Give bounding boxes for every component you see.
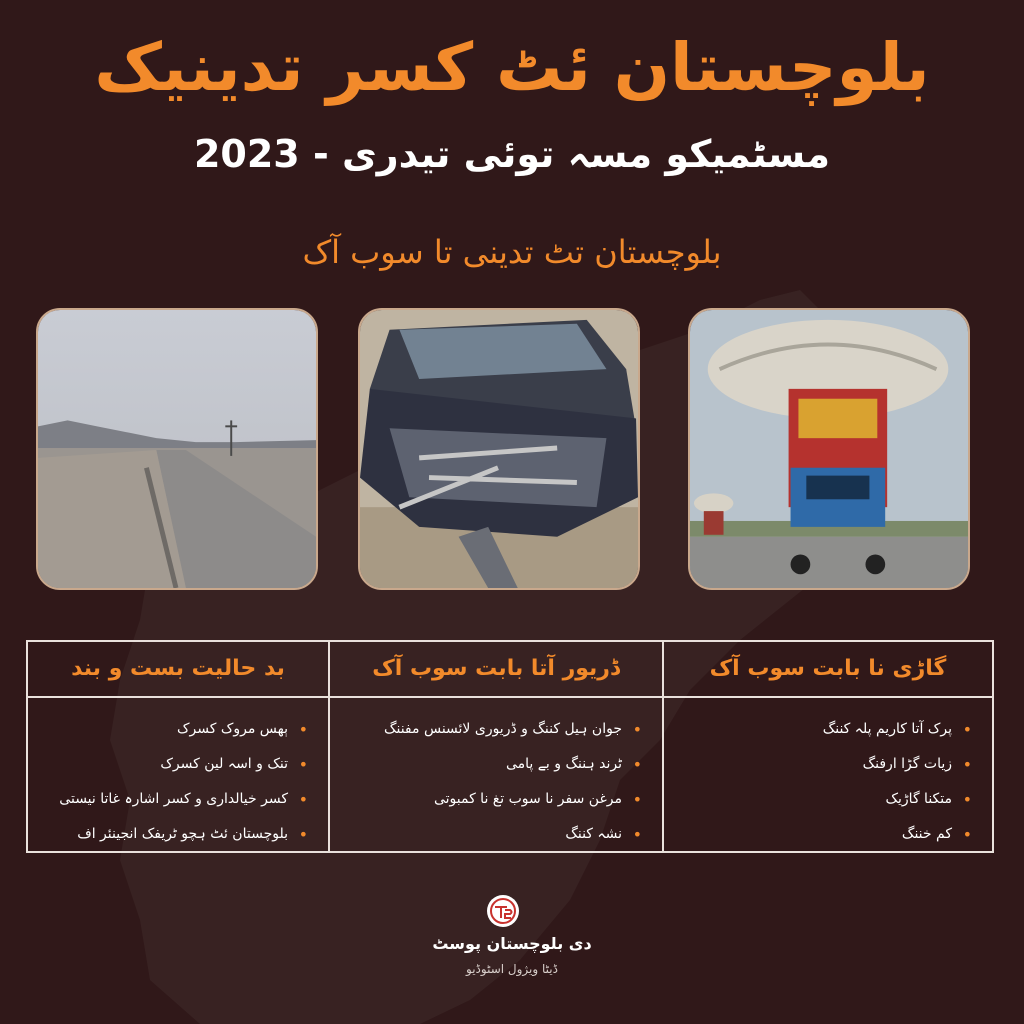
item-list xyxy=(664,698,992,852)
page-subtitle: مسٹمیکو مسہ توئی تیدری - 2023 xyxy=(193,132,830,176)
column-infrastructure xyxy=(28,642,330,851)
page-title: بلوچستان ئٹ کسر تدینیک xyxy=(94,29,930,106)
brand-name: دی بلوچستان پوسٹ xyxy=(432,934,592,953)
tbp-logo-icon xyxy=(486,894,520,928)
section-tagline: بلوچستان تٹ تدینی تا سوب آک xyxy=(302,233,722,271)
list-item: • ٻھس مروک کسرک xyxy=(42,712,314,747)
column-drivers xyxy=(330,642,664,851)
column-vehicles xyxy=(664,642,992,851)
list-item: • کم خننگ xyxy=(678,817,978,852)
list-item: • ٹرند ہننگ و بے پامی xyxy=(344,747,648,782)
list-item: • کسر خیالداری و کسر اشارہ غاتا نیستی xyxy=(42,782,314,817)
item-list xyxy=(28,698,328,852)
list-item: • بلوچستان ئٹ ہچو ٹریفک انجینئر اف xyxy=(42,817,314,852)
list-item: • نشہ کننگ xyxy=(344,817,648,852)
list-item: • مرغن سفر نا سوب تغ نا کمبوتی xyxy=(344,782,648,817)
list-item: • تنک و اسہ لین کسرک xyxy=(42,747,314,782)
column-heading: گاڑی نا بابت سوب آک xyxy=(664,642,992,698)
causes-table xyxy=(26,640,994,853)
list-item: • زیات گڑا ارفنگ xyxy=(678,747,978,782)
list-item: • پرک آتا کاریم پلہ کننگ xyxy=(678,712,978,747)
damaged-road-photo xyxy=(36,308,318,590)
list-item: • جوان ہیل کننگ و ڈریوری لائسنس مفننگ xyxy=(344,712,648,747)
item-list xyxy=(330,698,662,852)
column-heading: ڈریور آتا بابت سوب آک xyxy=(330,642,662,698)
crashed-car-photo xyxy=(358,308,640,590)
list-item: • متکنا گاڑیک xyxy=(678,782,978,817)
overloaded-truck-photo xyxy=(688,308,970,590)
column-heading: بد حالیت بست و بند xyxy=(28,642,328,698)
brand-tagline: ڈیٹا ویژول اسٹوڈیو xyxy=(466,962,558,976)
